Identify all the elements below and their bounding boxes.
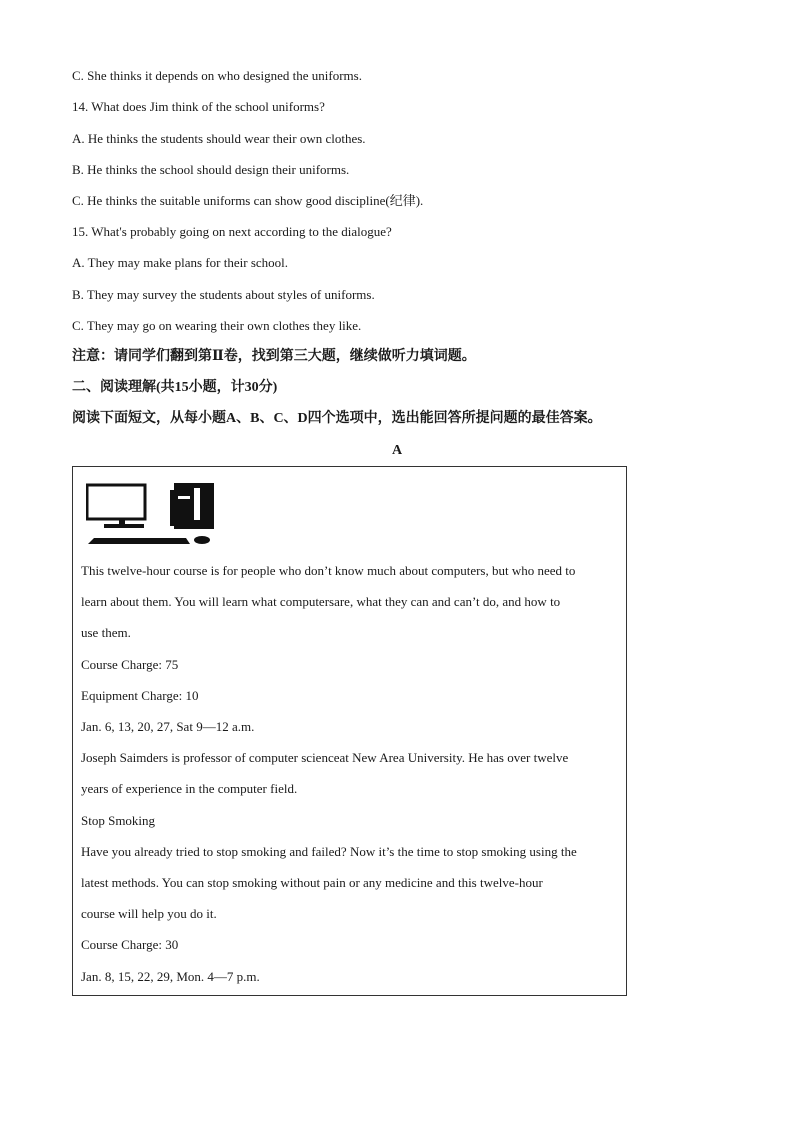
passage-line: use them. bbox=[81, 625, 131, 640]
passage-line: This twelve-hour course is for people who don’t know much about computers, but who need to bbox=[81, 563, 576, 578]
passage-line: Course Charge: 30 bbox=[81, 937, 179, 952]
passage-line: Joseph Saimders is professor of computer scienceat New Area University. He has over twelve bbox=[81, 750, 569, 765]
q15-option-c: C. They may go on wearing their own clothes they like. bbox=[72, 318, 362, 333]
passage-heading: Stop Smoking bbox=[81, 813, 156, 828]
passage-line: Jan. 6, 13, 20, 27, Sat 9—12 a.m. bbox=[81, 719, 255, 734]
q15-option-b: B. They may survey the students about styles of uniforms. bbox=[72, 287, 375, 302]
q13-option-c: C. She thinks it depends on who designed the uniforms. bbox=[72, 68, 362, 83]
passage-line: latest methods. You can stop smoking without pain or any medicine and this twelve-hour bbox=[81, 875, 543, 890]
q14-option-a: A. He thinks the students should wear their own clothes. bbox=[72, 131, 366, 146]
passage-line: learn about them. You will learn what computersare, what they can and can’t do, and how to bbox=[81, 594, 561, 609]
q15-option-a: A. They may make plans for their school. bbox=[72, 255, 289, 270]
passage-label: A bbox=[391, 443, 403, 458]
q15-stem: 15. What's probably going on next according to the dialogue? bbox=[72, 224, 392, 239]
section-title: 二、阅读理解(共15小题，计30分) bbox=[72, 380, 278, 395]
passage-line: course will help you do it. bbox=[81, 906, 217, 921]
q14-option-b: B. He thinks the school should design their uniforms. bbox=[72, 162, 350, 177]
section-instruction: 阅读下面短文，从每小题A、B、C、D四个选项中，选出能回答所提问题的最佳答案。 bbox=[72, 411, 602, 426]
q14-stem: 14. What does Jim think of the school uniforms? bbox=[72, 99, 325, 114]
computer-icon bbox=[86, 482, 216, 546]
passage-line: years of experience in the computer field. bbox=[81, 781, 298, 796]
q14-option-c: C. He thinks the suitable uniforms can show good discipline(纪律). bbox=[72, 193, 424, 208]
notice-text: 注意：请同学们翻到第Ⅱ卷，找到第三大题，继续做听力填词题。 bbox=[72, 349, 476, 364]
passage-line: Equipment Charge: 10 bbox=[81, 688, 199, 703]
passage-line: Have you already tried to stop smoking and failed? Now it’s the time to stop smoking using the bbox=[81, 844, 577, 859]
passage-line: Course Charge: 75 bbox=[81, 657, 179, 672]
passage-line: Jan. 8, 15, 22, 29, Mon. 4—7 p.m. bbox=[81, 969, 260, 984]
